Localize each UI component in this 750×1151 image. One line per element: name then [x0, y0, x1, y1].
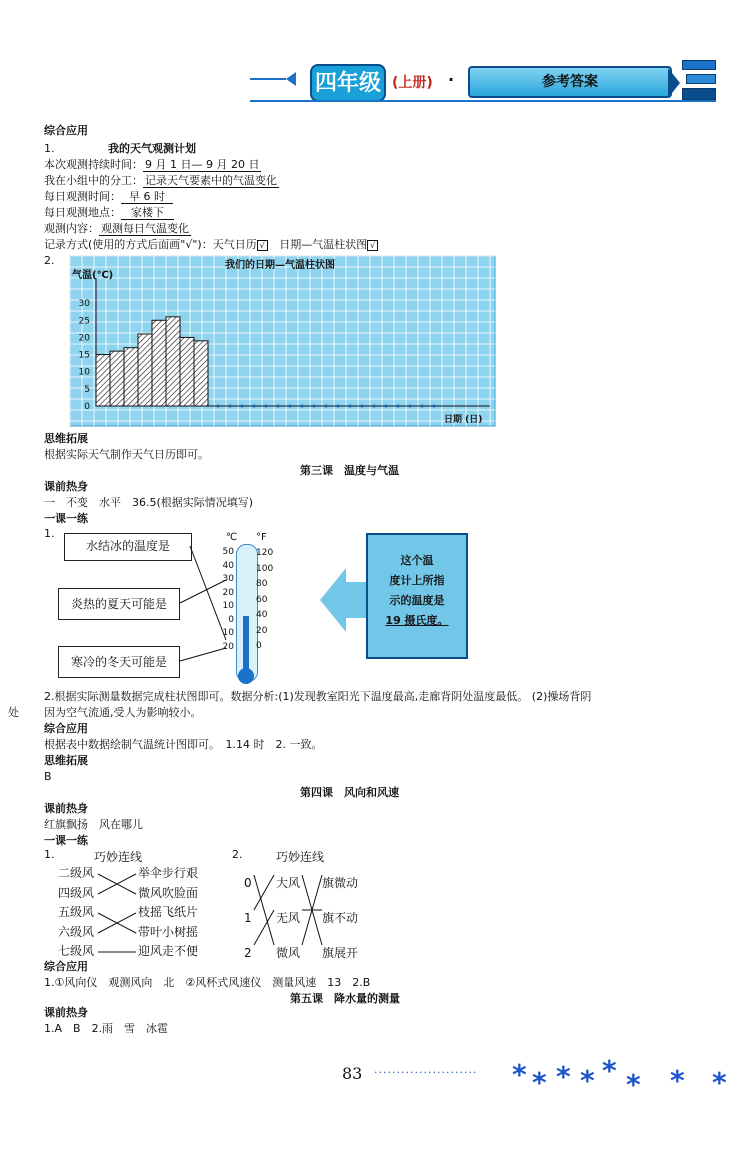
bar-7 [180, 337, 194, 406]
y-tick-label: 25 [78, 316, 90, 327]
plan-row-method [44, 238, 378, 252]
answer-text: 红旗飘扬 风在哪儿 [44, 818, 143, 831]
tick: 120 [256, 548, 274, 558]
list-item: 带叶小树摇 [138, 924, 199, 939]
axis-dot [265, 405, 268, 408]
tick: 60 [256, 594, 268, 605]
axis-dot [433, 405, 436, 408]
label: 日期—气温柱状图 [279, 238, 368, 251]
question-number: 2. [232, 848, 243, 861]
lesson-title: 第四课 风向和风速 [300, 786, 399, 799]
label: 我在小组中的分工： [44, 174, 143, 187]
section-heading: 课前热身 [44, 1006, 88, 1019]
temperature-bar-chart [60, 252, 500, 432]
value: 观测每日气温变化 [101, 222, 189, 235]
tick: 80 [256, 579, 268, 589]
y-tick-label: 20 [78, 333, 90, 344]
section-heading: 综合应用 [44, 124, 88, 137]
grade-label: 四年级 [310, 64, 386, 102]
list-item: 二级风 [58, 866, 95, 880]
answer-text: 根据实际天气制作天气日历即可。 [44, 448, 209, 461]
star-icon: * [626, 1068, 641, 1101]
axis-dot [349, 405, 352, 408]
fahrenheit-unit: °F [256, 532, 267, 543]
plan-row-time [44, 190, 173, 204]
star-icon: * [580, 1064, 595, 1097]
tick: 50 [222, 547, 234, 557]
tick: 40 [222, 560, 234, 571]
axis-dot [421, 405, 424, 408]
list-item: 0 [244, 876, 252, 890]
tick: 100 [256, 563, 274, 574]
celsius-scale [218, 546, 234, 654]
tick: 30 [222, 574, 234, 584]
label-box-freezing: 水结冰的温度是 [64, 533, 192, 561]
answer-text: 2.根据实际测量数据完成柱状图即可。数据分析:(1)发现教室阳光下温度最高,走廊背阴处温度最低。 (2)操场背阴 [44, 690, 592, 703]
axis-dot [373, 405, 376, 408]
plan-title: 我的天气观测计划 [108, 142, 196, 155]
chart-ylabel: 气温(℃) [72, 270, 114, 281]
question-number: 1. [44, 142, 55, 155]
info-line: 19 摄氏度。 [385, 614, 449, 627]
answer-text: B [44, 770, 52, 783]
matching-title: 巧妙连线 [94, 850, 143, 864]
section-heading: 课前热身 [44, 802, 88, 815]
matching-lines-2b [300, 866, 324, 966]
bar-5 [152, 320, 166, 406]
label: 每日观测时间： [44, 190, 121, 203]
arrow-left-icon [320, 568, 346, 632]
checkbox-icon: √ [257, 240, 268, 251]
bar-4 [138, 334, 152, 406]
thermometer-bulb [238, 668, 254, 684]
axis-dot [241, 405, 244, 408]
section-heading: 课前热身 [44, 480, 88, 493]
tick: 20 [222, 587, 234, 598]
answer-text: 根据表中数据绘制气温统计图即可。 1.14 时 2. 一致。 [44, 738, 323, 751]
celsius-unit: ℃ [226, 532, 238, 543]
list-item: 举伞步行艰 [138, 866, 199, 880]
axis-dot [409, 405, 412, 408]
tick: 0 [256, 641, 262, 651]
value: 早 6 时 [121, 190, 173, 204]
star-icon: * [670, 1064, 685, 1097]
list-item: 旗微动 [322, 876, 359, 890]
plan-row-duration [44, 158, 261, 172]
answer-text: 因为空气流通,受人为影响较小。 [44, 706, 202, 719]
list-item: 大风 [276, 876, 301, 890]
value: 家楼下 [121, 206, 174, 220]
label: 本次观测持续时间： [44, 158, 143, 171]
matching-lines-1 [96, 864, 140, 964]
section-heading: 思维拓展 [44, 432, 88, 445]
list-item: 四级风 [58, 885, 95, 900]
thermometer-reading-box [366, 533, 468, 659]
axis-dot [253, 405, 256, 408]
list-item: 枝摇飞纸片 [138, 905, 199, 919]
star-icon: * [512, 1058, 527, 1091]
matching-title: 巧妙连线 [276, 850, 325, 864]
question-number: 1. [44, 848, 55, 861]
wind-name-list [276, 866, 300, 971]
section-heading: 一课一练 [44, 834, 88, 847]
list-item: 旗展开 [322, 946, 359, 960]
question-number: 1. [44, 527, 55, 540]
section-heading: 综合应用 [44, 960, 88, 973]
label: 观测内容： [44, 222, 99, 235]
checkbox-icon: √ [367, 240, 378, 251]
dotted-rule: ······················· [374, 1066, 478, 1079]
list-item: 微风吹脸面 [138, 885, 199, 900]
bar-6 [166, 317, 180, 406]
label: 每日观测地点： [44, 206, 121, 219]
books-icon [682, 60, 716, 102]
section-heading: 综合应用 [44, 722, 88, 735]
answer-text: 处 [8, 706, 19, 719]
tick: 0 [228, 614, 234, 625]
tick: 20 [222, 641, 234, 652]
axis-dot [361, 405, 364, 408]
section-heading: 思维拓展 [44, 754, 88, 767]
fahrenheit-scale [256, 546, 273, 655]
flag-state-list [322, 866, 358, 971]
list-item: 五级风 [58, 905, 95, 919]
list-item: 2 [244, 946, 252, 960]
wind-level-numbers [244, 866, 252, 971]
axis-dot [337, 405, 340, 408]
axis-dot [301, 405, 304, 408]
y-tick-label: 10 [78, 367, 90, 378]
thermometer [218, 528, 278, 688]
answer-text: 1.A B 2.雨 雪 冰雹 [44, 1022, 169, 1035]
bar-8 [194, 341, 208, 406]
y-tick-label: 30 [78, 299, 90, 310]
tick: 10 [222, 601, 234, 611]
y-tick-label: 0 [84, 402, 90, 412]
question-number: 2. [44, 254, 55, 267]
volume-label: (上册) [392, 75, 433, 91]
axis-dot [325, 405, 328, 408]
bar-3 [124, 348, 138, 406]
mercury-column [243, 616, 249, 676]
matching-lines-2a [252, 866, 276, 966]
star-icon: * [532, 1066, 547, 1099]
lesson-title: 第三课 温度与气温 [300, 464, 399, 477]
header-rule [250, 100, 716, 102]
bar-2 [110, 351, 124, 406]
axis-dot [289, 405, 292, 408]
info-line: 示的温度是 [389, 594, 445, 607]
answers-label: 参考答案 [468, 66, 672, 98]
axis-dot [313, 405, 316, 408]
tick: 10 [222, 628, 234, 638]
star-icon: * [602, 1054, 617, 1087]
axis-dot [385, 405, 388, 408]
wind-level-list [58, 864, 94, 962]
dot-separator: · [448, 70, 455, 89]
axis-dot [277, 405, 280, 408]
label-box-summer: 炎热的夏天可能是 [58, 588, 180, 620]
answer-text: 1.①风向仪 观测风向 北 ②风杯式风速仪 测量风速 13 2.B [44, 976, 371, 989]
chart-xlabel: 日期 (日) [444, 415, 483, 425]
arrow-right-icon [668, 68, 680, 98]
list-item: 旗不动 [322, 911, 359, 925]
answer-text: 一 不变 水平 36.5(根据实际情况填写) [44, 496, 254, 509]
tick: 20 [256, 625, 268, 636]
chart-title: 我们的日期—气温柱状图 [225, 260, 335, 271]
plan-row-place [44, 206, 174, 220]
list-item: 微风 [276, 946, 301, 960]
value: 9 月 1 日— 9 月 20 日 [145, 158, 260, 171]
plan-row-role [44, 174, 279, 188]
plan-row-content [44, 222, 191, 236]
tick: 40 [256, 610, 268, 620]
section-heading: 一课一练 [44, 512, 88, 525]
lesson-title: 第五课 降水量的测量 [290, 992, 400, 1005]
label: 记录方式(使用的方式后面画"√")：天气日历 [44, 238, 257, 251]
info-line: 这个温 [400, 554, 434, 567]
axis-dot [217, 405, 220, 408]
list-item: 无风 [276, 911, 301, 925]
y-tick-label: 5 [84, 384, 90, 395]
axis-dot [397, 405, 400, 408]
star-icon: * [712, 1066, 727, 1099]
list-item: 1 [244, 911, 252, 925]
list-item: 七级风 [58, 944, 95, 958]
info-line: 度计上所指 [389, 574, 445, 587]
page-number: 83 [342, 1064, 363, 1083]
wind-description-list [138, 864, 198, 962]
star-icon: * [556, 1060, 571, 1093]
list-item: 迎风走不便 [138, 944, 199, 958]
list-item: 六级风 [58, 924, 95, 939]
y-tick-label: 15 [78, 350, 90, 361]
label-box-winter: 寒冷的冬天可能是 [58, 646, 180, 678]
banner-line [250, 78, 286, 80]
value: 记录天气要素中的气温变化 [145, 174, 277, 187]
arrow-left-icon [286, 72, 296, 86]
bar-1 [96, 355, 110, 406]
axis-dot [229, 405, 232, 408]
